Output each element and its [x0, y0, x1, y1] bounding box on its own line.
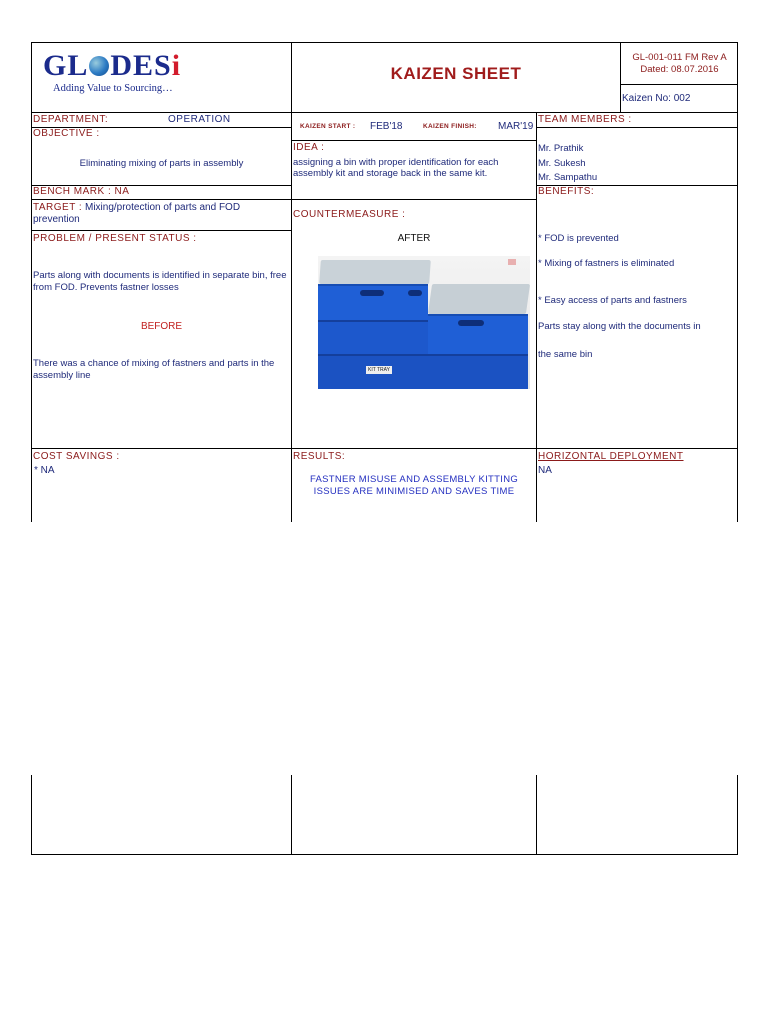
- bin: [318, 320, 428, 356]
- logo-text-gl: GL: [43, 49, 89, 82]
- bin-handle: [458, 320, 484, 326]
- bin-lid: [428, 284, 530, 314]
- benefit-item: * FOD is prevented: [538, 233, 619, 244]
- divider-team: [536, 127, 738, 128]
- problem-label: PROBLEM / PRESENT STATUS :: [33, 233, 197, 244]
- benefit-item: * Easy access of parts and fastners: [538, 295, 687, 306]
- team-member: Mr. Sampathu: [538, 172, 598, 183]
- lower-left: [31, 775, 32, 855]
- doc-reference: GL-001-011 FM Rev A: [632, 52, 727, 63]
- results-text: FASTNER MISUSE AND ASSEMBLY KITTING ISSUES ARE MINIMISED AND SAVES TIME: [309, 474, 519, 497]
- divider-header-ref: [620, 84, 738, 85]
- cost-savings-label: COST SAVINGS :: [33, 451, 120, 462]
- divider-lower: [31, 448, 738, 449]
- border-left: [31, 42, 32, 522]
- divider-col-2: [536, 112, 537, 522]
- benefit-item: * Mixing of fastners is eliminated: [538, 258, 675, 269]
- target-text: Mixing/protection of parts and FOD prevention: [33, 202, 241, 225]
- logo-text-i: i: [171, 49, 182, 82]
- objective-text: Eliminating mixing of parts in assembly: [79, 158, 244, 169]
- page-title: KAIZEN SHEET: [390, 64, 522, 83]
- target-block: [33, 202, 283, 226]
- problem-text-1: Parts along with documents is identified in separate bin, free from FOD. Prevents fastner losses: [33, 270, 287, 293]
- divider-header: [31, 112, 738, 113]
- idea-text: assigning a bin with proper identification for each assembly kit and storage back in the same kit.: [293, 157, 499, 179]
- team-member: Mr. Sukesh: [538, 158, 586, 169]
- horizontal-deployment-value: NA: [538, 465, 552, 476]
- problem-text-2: There was a chance of mixing of fastners and parts in the assembly line: [33, 358, 275, 381]
- kaizen-start-label: KAIZEN START :: [300, 123, 356, 130]
- divider-idea: [291, 199, 536, 200]
- after-photo: [318, 256, 530, 389]
- logo-text-des: DES: [110, 49, 172, 82]
- bin-lid: [319, 260, 431, 284]
- department-label: DEPARTMENT:: [33, 114, 109, 125]
- benefit-item: Parts stay along with the documents in: [538, 321, 701, 332]
- kaizen-finish-label: KAIZEN FINISH:: [423, 123, 477, 130]
- team-member: Mr. Prathik: [538, 143, 584, 154]
- objective-label: OBJECTIVE :: [33, 128, 100, 139]
- bin-handle: [408, 290, 422, 296]
- after-label: AFTER: [397, 233, 431, 244]
- border-right: [737, 42, 738, 522]
- countermeasure-label: COUNTERMEASURE :: [293, 209, 406, 220]
- logo-tagline: Adding Value to Sourcing…: [53, 83, 173, 94]
- company-logo: [43, 49, 196, 104]
- divider-target: [31, 230, 291, 231]
- kaizen-number: Kaizen No: 002: [622, 93, 691, 104]
- team-members-label: TEAM MEMBERS :: [538, 114, 632, 125]
- before-label: BEFORE: [140, 321, 183, 332]
- target-label: TARGET :: [33, 202, 83, 213]
- kit-tray-tag: KIT TRAY: [368, 367, 390, 373]
- benefit-item: the same bin: [538, 349, 593, 360]
- divider-dates: [291, 140, 536, 141]
- lower-bottom: [31, 854, 738, 855]
- lower-right: [737, 775, 738, 855]
- divider-bench: [31, 199, 291, 200]
- kaizen-start-value: FEB'18: [370, 121, 403, 132]
- bin: [428, 354, 528, 389]
- results-label: RESULTS:: [293, 451, 346, 462]
- horizontal-deployment-label: HORIZONTAL DEPLOYMENT: [538, 451, 684, 462]
- department-value: OPERATION: [168, 114, 231, 125]
- idea-label: IDEA :: [293, 142, 325, 153]
- divider-col-1: [291, 42, 292, 522]
- lower-col-1: [291, 775, 292, 855]
- benchmark-label: BENCH MARK : NA: [33, 186, 130, 197]
- doc-date: Dated: 08.07.2016: [640, 64, 719, 75]
- lower-col-2: [536, 775, 537, 855]
- border-top: [31, 42, 738, 43]
- globe-icon: [89, 56, 109, 76]
- photo-label-tag: [508, 259, 516, 265]
- bin-handle: [360, 290, 384, 296]
- kaizen-finish-value: MAR'19: [498, 121, 534, 132]
- benefits-label: BENEFITS:: [538, 186, 595, 197]
- cost-savings-value: * NA: [34, 465, 55, 476]
